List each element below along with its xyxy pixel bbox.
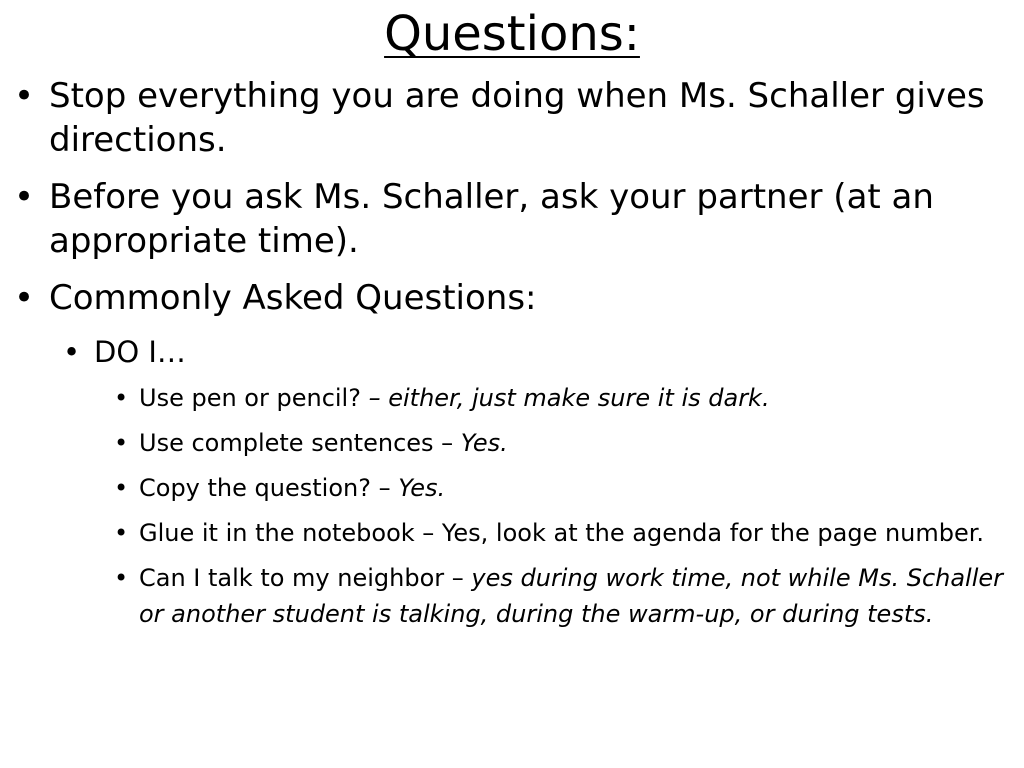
bullet-dot: •	[14, 76, 35, 116]
question-item	[0, 515, 1024, 552]
question-text: Copy the question? –	[139, 474, 399, 502]
bullet-dot: •	[114, 474, 129, 502]
question-item	[0, 470, 1024, 507]
question-item	[0, 425, 1024, 462]
bullet-item	[0, 175, 1024, 263]
bullet-text: Stop everything you are doing when Ms. Schaller gives directions.	[49, 76, 985, 160]
question-item	[0, 380, 1024, 417]
question-text: Use complete sentences –	[139, 429, 461, 457]
bullet-item	[0, 74, 1024, 162]
answer-text: Yes.	[398, 474, 446, 502]
bullet-dot: •	[114, 429, 129, 457]
question-text: Use pen or pencil?	[139, 384, 369, 412]
slide-title: Questions:	[384, 6, 640, 62]
bullet-dot: •	[114, 384, 129, 412]
bullet-dot: •	[14, 177, 35, 217]
sub-bullet-item	[0, 333, 1024, 371]
answer-text: Yes.	[460, 429, 508, 457]
bullet-dot: •	[63, 335, 81, 369]
question-text: Can I talk to my neighbor –	[139, 564, 472, 592]
bullet-list	[0, 74, 1024, 640]
bullet-dot: •	[114, 564, 129, 592]
bullet-dot: •	[114, 519, 129, 547]
bullet-item	[0, 276, 1024, 320]
question-item	[0, 560, 1024, 632]
sub-bullet-text: DO I…	[94, 335, 186, 369]
question-text: Glue it in the notebook – Yes, look at the agenda for the page number.	[139, 519, 985, 547]
bullet-text: Before you ask Ms. Schaller, ask your partner (at an appropriate time).	[49, 177, 934, 261]
bullet-dot: •	[14, 278, 35, 318]
bullet-text: Commonly Asked Questions:	[49, 278, 537, 318]
answer-text: yes during work time, not while Ms. Schaller or another student is talking, during the warm-up, or during tests.	[139, 564, 1004, 628]
answer-text: – either, just make sure it is dark.	[368, 384, 770, 412]
